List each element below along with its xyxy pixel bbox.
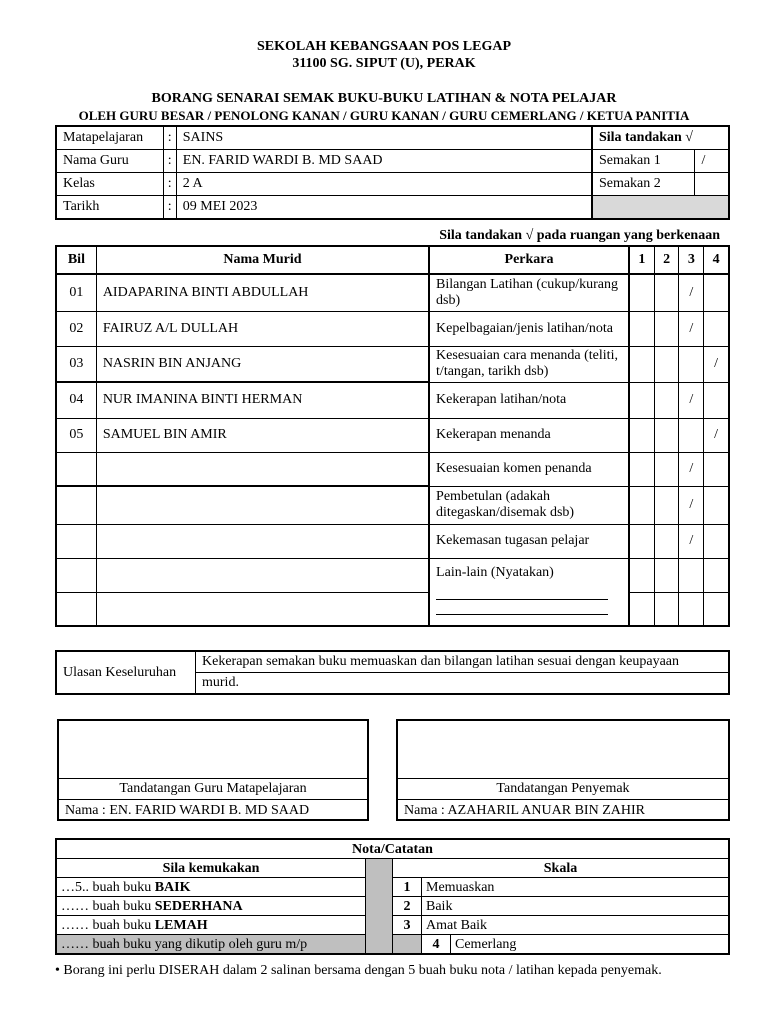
check-cell[interactable] [629,311,654,346]
perkara-item: Bilangan Latihan (cukup/kurang dsb) [429,274,629,311]
ulasan-table [55,650,730,695]
check-cell[interactable] [629,274,654,311]
perkara-item: Pembetulan (adakah ditegaskan/disemak dsb) [429,486,629,524]
perkara-item: Kesesuaian cara menanda (teliti, t/tangan, tarikh dsb) [429,346,629,382]
col-header-perkara: Perkara [429,246,629,274]
check-cell[interactable] [704,382,729,418]
check-cell[interactable] [654,346,679,382]
nota-category: LEMAH [154,917,208,933]
nota-left-row [56,935,366,955]
colon: : [163,126,176,150]
nota-left-row [56,916,366,935]
check-cell[interactable] [679,592,704,626]
nota-count-text: …5.. buah buku [61,879,155,895]
info-label: Kelas [56,173,163,196]
check-cell[interactable] [629,418,654,452]
signature-caption: Tandatangan Guru Matapelajaran [59,779,367,800]
perkara-item: Lain-lain (Nyatakan) [436,564,554,580]
semakan-2-label: Semakan 2 [592,173,695,196]
check-cell[interactable] [704,274,729,311]
nota-category: BAIK [154,879,191,895]
col-header-bil: Bil [56,246,96,274]
colon: : [163,150,176,173]
check-cell[interactable] [704,452,729,486]
nota-count-text: …… buah buku [61,898,155,914]
student-bil [56,592,96,626]
info-value: SAINS [176,126,592,150]
info-value: 2 A [176,173,592,196]
footnote-text: Borang ini perlu DISERAH dalam 2 salinan bersama dengan 5 buah buku nota / latihan kepada penyemak. [63,963,662,978]
perkara-item: Kepelbagaian/jenis latihan/nota [429,311,629,346]
semakan-1-label: Semakan 1 [592,150,695,173]
perkara-item: Kekerapan latihan/nota [429,382,629,418]
signature-caption: Tandatangan Penyemak [398,779,728,800]
check-cell[interactable] [629,486,654,524]
check-mark[interactable]: / [679,382,704,418]
col-header-2: 2 [654,246,679,274]
check-cell[interactable] [654,592,679,626]
signature-name: Nama : AZAHARIL ANUAR BIN ZAHIR [404,803,645,818]
info-label: Tarikh [56,196,163,220]
check-cell[interactable] [654,382,679,418]
perkara-item: Kesesuaian komen penanda [429,452,629,486]
check-mark[interactable]: / [704,346,729,382]
signature-box-reviewer [396,719,730,821]
blank-line[interactable] [436,585,608,600]
student-bil [56,524,96,558]
nota-left-row [56,897,366,916]
student-name [96,592,429,626]
student-name: NUR IMANINA BINTI HERMAN [96,382,429,418]
colon: : [163,196,176,220]
shaded-cell [592,196,729,220]
check-mark[interactable]: / [679,486,704,524]
school-name: SEKOLAH KEBANGSAAN POS LEGAP [257,39,511,54]
check-cell[interactable] [654,524,679,558]
form-subtitle: OLEH GURU BESAR / PENOLONG KANAN / GURU KANAN / GURU CEMERLANG / KETUA PANITIA [78,108,690,123]
footnote [55,963,662,979]
form-title: BORANG SENARAI SEMAK BUKU-BUKU LATIHAN & NOTA PELAJAR [151,91,617,106]
check-cell[interactable] [704,311,729,346]
nota-right-header: Skala [393,859,730,878]
check-cell[interactable] [704,592,729,626]
student-bil: 04 [56,382,96,418]
check-cell[interactable] [629,452,654,486]
ulasan-label: Ulasan Keseluruhan [56,651,196,694]
scale-number: 2 [393,897,422,916]
nota-table [55,838,730,955]
nota-left-row [56,878,366,897]
check-cell[interactable] [629,592,654,626]
info-label: Nama Guru [56,150,163,173]
semakan-1-mark[interactable]: / [695,150,729,173]
student-bil: 01 [56,274,96,311]
student-name [96,558,429,592]
check-mark[interactable]: / [704,418,729,452]
nota-category: SEDERHANA [154,898,243,914]
tick-header: Sila tandakan √ [592,126,729,150]
check-cell[interactable] [629,346,654,382]
check-cell[interactable] [654,486,679,524]
info-value: 09 MEI 2023 [176,196,592,220]
check-cell[interactable] [654,274,679,311]
nota-gray-divider [393,935,422,955]
check-cell[interactable] [704,524,729,558]
ulasan-line-1[interactable]: Kekerapan semakan buku memuaskan dan bilangan latihan sesuai dengan keupayaan [196,651,730,673]
student-bil [56,558,96,592]
signature-area[interactable] [398,721,728,779]
check-cell[interactable] [654,558,679,592]
col-header-1: 1 [629,246,654,274]
check-cell[interactable] [679,418,704,452]
scale-label: Baik [422,897,730,916]
nota-count-text: …… buah buku yang dikutip oleh guru m/p [61,936,308,952]
info-label: Matapelajaran [56,126,163,150]
check-cell[interactable] [679,558,704,592]
scale-number: 4 [422,935,451,955]
check-mark[interactable]: / [679,524,704,558]
check-mark[interactable]: / [679,452,704,486]
check-cell[interactable] [704,486,729,524]
info-table [55,125,730,220]
student-name [96,524,429,558]
col-header-3: 3 [679,246,704,274]
perkara-item: Kekemasan tugasan pelajar [429,524,629,558]
blank-line[interactable] [436,600,608,615]
colon: : [163,173,176,196]
bullet-icon: • [55,963,60,978]
semakan-2-mark[interactable] [695,173,729,196]
check-cell[interactable] [629,382,654,418]
col-header-4: 4 [704,246,729,274]
col-header-nama: Nama Murid [96,246,429,274]
student-name [96,486,429,524]
student-bil: 03 [56,346,96,382]
check-cell[interactable] [654,418,679,452]
check-cell[interactable] [629,524,654,558]
scale-label: Memuaskan [422,878,730,897]
signature-box-teacher [57,719,369,821]
scale-label: Amat Baik [422,916,730,935]
check-cell[interactable] [629,558,654,592]
nota-count-text: …… buah buku [61,917,155,933]
nota-left-header: Sila kemukakan [56,859,366,878]
signature-name: Nama : EN. FARID WARDI B. MD SAAD [65,803,310,818]
student-name [96,452,429,486]
student-name: AIDAPARINA BINTI ABDULLAH [96,274,429,311]
tick-instruction: Sila tandakan √ pada ruangan yang berkenaan [439,228,720,243]
student-name: NASRIN BIN ANJANG [96,346,429,382]
scale-number: 3 [393,916,422,935]
signature-area[interactable] [59,721,367,779]
student-bil: 02 [56,311,96,346]
scale-number: 1 [393,878,422,897]
checklist-table [55,245,730,627]
scale-label: Cemerlang [451,935,730,955]
student-bil [56,452,96,486]
ulasan-line-2[interactable]: murid. [196,673,730,695]
student-name: SAMUEL BIN AMIR [96,418,429,452]
check-cell[interactable] [654,311,679,346]
check-mark[interactable]: / [679,274,704,311]
student-name: FAIRUZ A/L DULLAH [96,311,429,346]
nota-title: Nota/Catatan [56,839,729,859]
check-mark[interactable]: / [679,311,704,346]
check-cell[interactable] [679,346,704,382]
nota-gray-divider [366,859,393,955]
perkara-lain-lain [429,558,629,626]
perkara-item: Kekerapan menanda [429,418,629,452]
student-bil: 05 [56,418,96,452]
school-address: 31100 SG. SIPUT (U), PERAK [292,56,476,71]
student-bil [56,486,96,524]
check-cell[interactable] [654,452,679,486]
check-cell[interactable] [704,558,729,592]
info-value: EN. FARID WARDI B. MD SAAD [176,150,592,173]
